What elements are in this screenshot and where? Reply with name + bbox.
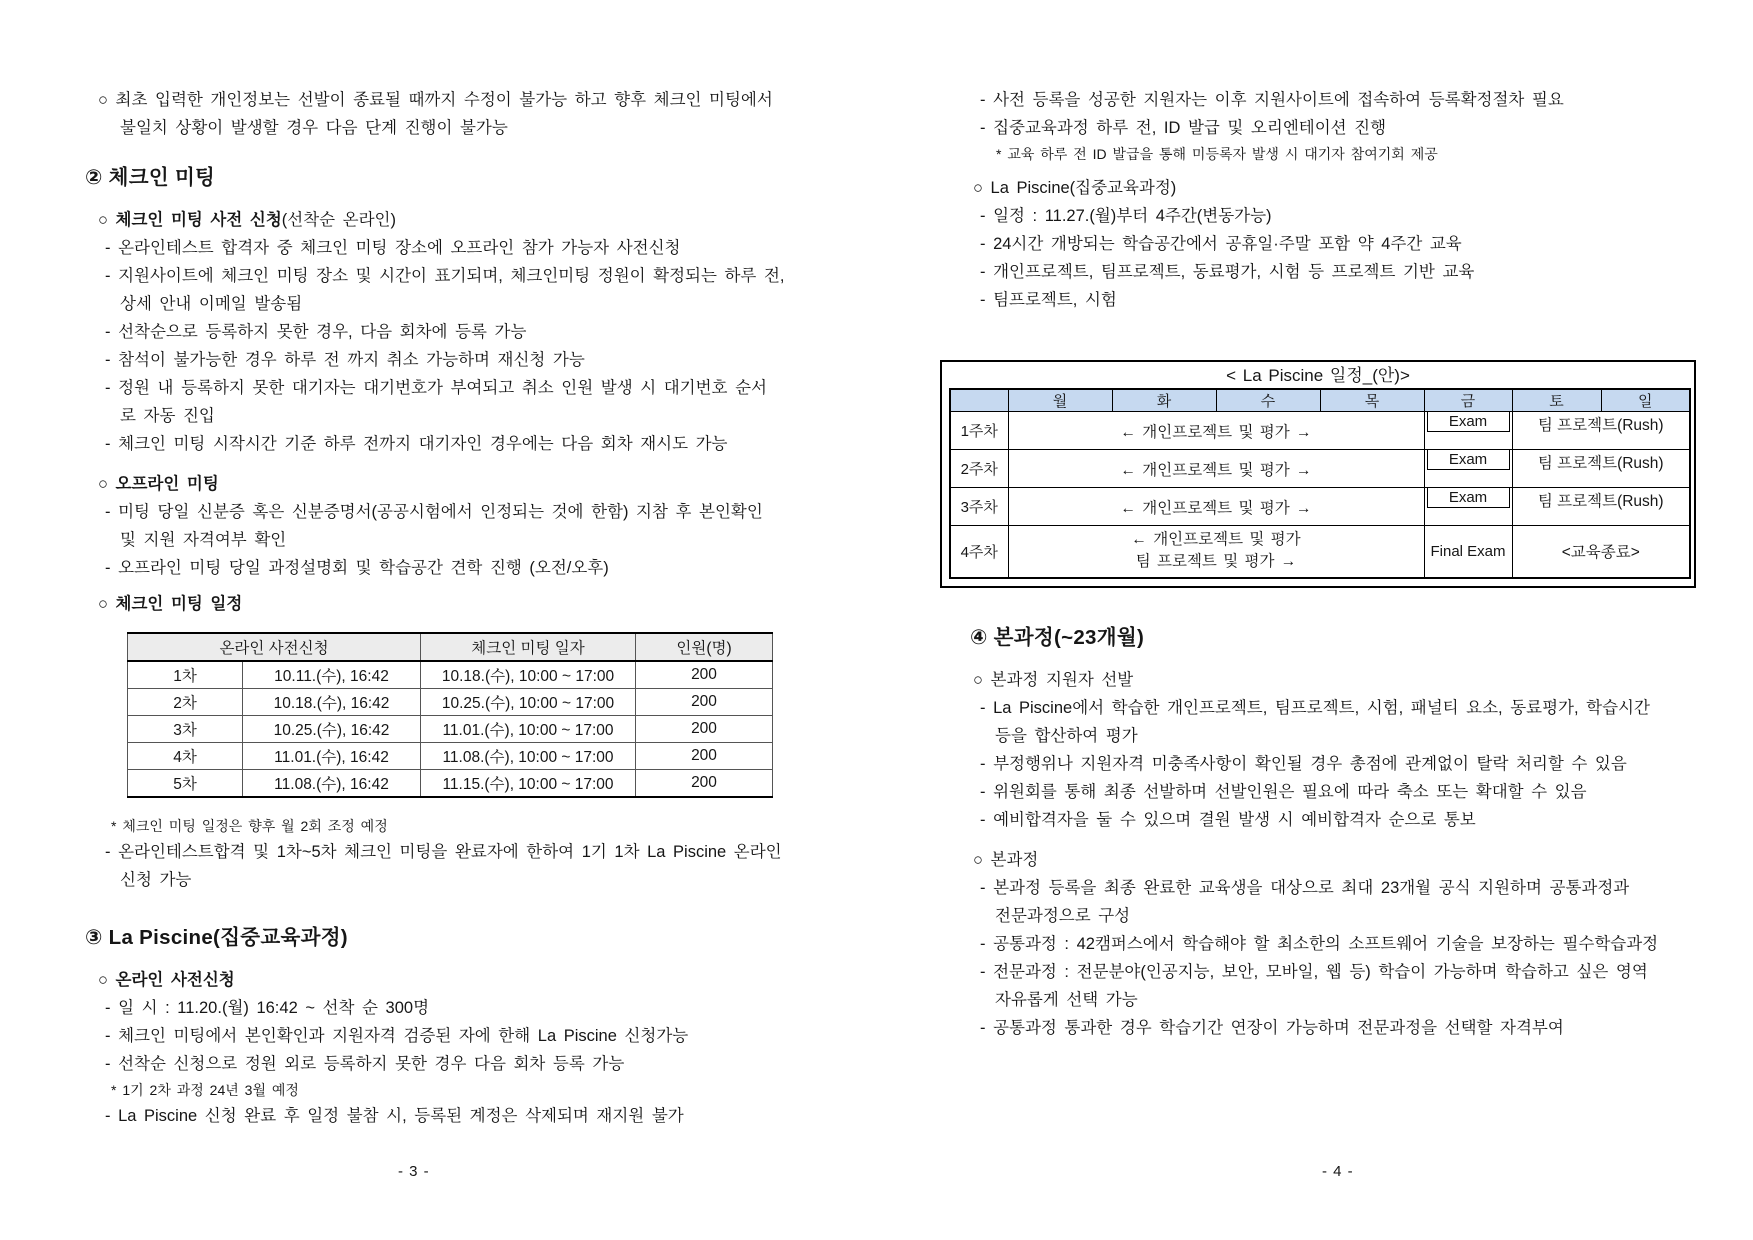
list-item: - 24시간 개방되는 학습공간에서 공휴일·주말 포함 약 4주간 교육: [980, 235, 1462, 253]
weekend-cell: 팀 프로젝트(Rush): [1512, 412, 1690, 450]
day-header-sun: 일: [1601, 389, 1690, 412]
table-cell-count: 200: [636, 770, 773, 798]
list-item: - 본과정 등록을 최종 완료한 교육생을 대상으로 최대 23개월 공식 지원하며 공통과정과: [980, 878, 1630, 897]
table-cell-round: 1차: [128, 661, 243, 689]
list-item: - 부정행위나 지원자격 미충족사항이 확인될 경우 총점에 관계없이 탈락 처리할 수 있음: [980, 754, 1627, 773]
table-cell-apply-time: 10.11.(수), 16:42: [243, 661, 421, 689]
final-exam-cell: Final Exam: [1424, 526, 1512, 578]
column-header-meeting-date: 체크인 미팅 일자: [421, 633, 636, 661]
list-item: - 선착순으로 등록하지 못한 경우, 다음 회차에 등록 가능: [105, 323, 527, 341]
weekend-cell: 팀 프로젝트(Rush): [1512, 488, 1690, 526]
table-cell-meeting-date: 11.01.(수), 10:00 ~ 17:00: [421, 716, 636, 743]
list-item: - 전문과정 : 전문분야(인공지능, 보안, 모바일, 웹 등) 학습이 가능하며 학습하고 싶은 영역: [980, 962, 1648, 981]
schedule-row-week4: [950, 526, 1690, 578]
subheading-main-course-selection: ○ 본과정 지원자 선발: [973, 670, 1134, 689]
list-item-cont: 신청 가능: [120, 871, 192, 889]
list-item: - 온라인테스트합격 및 1차~5차 체크인 미팅을 완료자에 한하여 1기 1차 La Piscine 온라인: [105, 843, 782, 861]
page-4: [960, 0, 1753, 1042]
week-label: 1주차: [950, 412, 1008, 450]
day-header-tue: 화: [1112, 389, 1216, 412]
weekday-activity-cell: ← 개인프로젝트 및 평가 →: [1008, 412, 1424, 450]
table-row: [128, 689, 773, 716]
section-heading-la-piscine: ③ La Piscine(집중교육과정): [85, 926, 348, 949]
schedule-row-week2: [950, 450, 1690, 488]
list-item-cont: 자유롭게 선택 가능: [995, 990, 1138, 1009]
list-item: - 집중교육과정 하루 전, ID 발급 및 오리엔테이션 진행: [980, 119, 1387, 137]
schedule-row-week1: [950, 412, 1690, 450]
list-item-cont: 전문과정으로 구성: [995, 906, 1131, 925]
day-header-wed: 수: [1216, 389, 1320, 412]
week-label: 3주차: [950, 488, 1008, 526]
list-item: - 미팅 당일 신분증 혹은 신분증명서(공공시험에서 인정되는 것에 한함) 지참 후 본인확인: [105, 503, 763, 521]
table-cell-count: 200: [636, 661, 773, 689]
table-cell-apply-time: 10.25.(수), 16:42: [243, 716, 421, 743]
weekday-activity-cell: [1008, 526, 1424, 578]
list-item: - 개인프로젝트, 팀프로젝트, 동료평가, 시험 등 프로젝트 기반 교육: [980, 263, 1475, 281]
table-cell-round: 2차: [128, 689, 243, 716]
list-item-cont: 등을 합산하여 평가: [995, 726, 1138, 745]
list-item: - 공통과정 통과한 경우 학습기간 연장이 가능하며 전문과정을 선택할 자격부여: [980, 1018, 1564, 1037]
column-header-online-preapply: 온라인 사전신청: [128, 633, 421, 661]
list-item: - 체크인 미팅에서 본인확인과 지원자격 검증된 자에 한해 La Piscine 신청가능: [105, 1027, 689, 1045]
course-end-cell: <교육종료>: [1512, 526, 1690, 578]
subheading-suffix-text: (선착순 온라인): [281, 211, 396, 229]
intro-line-cont: 불일치 상황이 발생할 경우 다음 단계 진행이 불가능: [120, 119, 508, 137]
note-line: * 교육 하루 전 ID 발급을 통해 미등록자 발생 시 대기자 참여기회 제공: [996, 146, 1438, 162]
weekday-activity-cell: ← 개인프로젝트 및 평가 →: [1008, 450, 1424, 488]
list-item: - 정원 내 등록하지 못한 대기자는 대기번호가 부여되고 취소 인원 발생 시 대기번호 순서: [105, 379, 767, 397]
list-item: - La Piscine 신청 완료 후 일정 불참 시, 등록된 계정은 삭제되며 재지원 불가: [105, 1107, 684, 1125]
subheading-bold-text: ○ 체크인 미팅 사전 신청: [98, 211, 282, 229]
page-3: [85, 0, 830, 1130]
intro-line: ○ 최초 입력한 개인정보는 선발이 종료될 때까지 수정이 불가능 하고 향후 체크인 미팅에서: [98, 91, 773, 109]
list-item: - 예비합격자을 둘 수 있으며 결원 발생 시 예비합격자 순으로 통보: [980, 810, 1476, 829]
exam-box: Exam: [1427, 488, 1510, 508]
list-item: - 일정 : 11.27.(월)부터 4주간(변동가능): [980, 207, 1272, 225]
table-cell-meeting-date: 11.15.(수), 10:00 ~ 17:00: [421, 770, 636, 798]
table-cell-count: 200: [636, 743, 773, 770]
subheading-la-piscine-course: ○ La Piscine(집중교육과정): [973, 179, 1177, 197]
table-row: [128, 661, 773, 689]
checkin-schedule-table: [127, 632, 773, 798]
subheading-online-preapply: ○ 온라인 사전신청: [98, 971, 235, 989]
table-cell-round: 5차: [128, 770, 243, 798]
subheading-checkin-preapply: [85, 206, 830, 234]
day-header-sat: 토: [1512, 389, 1601, 412]
section-heading-checkin-meeting: ② 체크인 미팅: [85, 166, 216, 189]
schedule-title: < La Piscine 일정_(안)>: [1226, 366, 1410, 385]
list-item: - 위원회를 통해 최종 선발하며 선발인원은 필요에 따라 축소 또는 확대할 수 있음: [980, 782, 1587, 801]
week-label: 2주차: [950, 450, 1008, 488]
table-cell-meeting-date: 10.25.(수), 10:00 ~ 17:00: [421, 689, 636, 716]
corner-cell: [950, 389, 1008, 412]
table-row: [128, 716, 773, 743]
exam-box: Exam: [1427, 450, 1510, 470]
list-item: - La Piscine에서 학습한 개인프로젝트, 팀프로젝트, 시험, 패널티 요소, 동료평가, 학습시간: [980, 698, 1650, 717]
activity-line-2: 팀 프로젝트 및 평가 →: [1135, 553, 1297, 571]
table-cell-apply-time: 10.18.(수), 16:42: [243, 689, 421, 716]
schedule-row-week3: [950, 488, 1690, 526]
subheading-offline-meeting: ○ 오프라인 미팅: [98, 475, 219, 493]
day-header-fri: 금: [1424, 389, 1512, 412]
friday-cell: [1424, 450, 1512, 488]
list-item-cont: 및 지원 자격여부 확인: [120, 531, 287, 549]
list-item: - 공통과정 : 42캠퍼스에서 학습해야 할 최소한의 소프트웨어 기술을 보장하는 필수학습과정: [980, 934, 1659, 953]
schedule-header-row: [950, 389, 1690, 412]
piscine-schedule-table: [949, 388, 1691, 579]
table-cell-apply-time: 11.01.(수), 16:42: [243, 743, 421, 770]
table-cell-meeting-date: 10.18.(수), 10:00 ~ 17:00: [421, 661, 636, 689]
piscine-schedule-box: [940, 360, 1696, 588]
week-label: 4주차: [950, 526, 1008, 578]
page-number-3: - 3 -: [398, 1163, 430, 1180]
friday-cell: [1424, 488, 1512, 526]
column-header-headcount: 인원(명): [636, 633, 773, 661]
table-row: [128, 743, 773, 770]
list-item: - 팀프로젝트, 시험: [980, 291, 1117, 309]
table-cell-round: 4차: [128, 743, 243, 770]
page-number-4: - 4 -: [1322, 1163, 1354, 1180]
table-cell-count: 200: [636, 689, 773, 716]
weekday-activity-cell: ← 개인프로젝트 및 평가 →: [1008, 488, 1424, 526]
day-header-mon: 월: [1008, 389, 1112, 412]
subheading-main-course: ○ 본과정: [973, 850, 1039, 869]
list-item-cont: 로 자동 진입: [120, 407, 215, 425]
list-item: - 일 시 : 11.20.(월) 16:42 ~ 선착 순 300명: [105, 999, 430, 1017]
list-item: - 지원사이트에 체크인 미팅 장소 및 시간이 표기되며, 체크인미팅 정원이 확정되는 하루 전,: [105, 267, 785, 285]
list-item: - 사전 등록을 성공한 지원자는 이후 지원사이트에 접속하여 등록확정절차 필요: [980, 91, 1564, 109]
section-heading-main-course: ④ 본과정(~23개월): [970, 625, 1145, 649]
note-line: * 1기 2차 과정 24년 3월 예정: [111, 1082, 299, 1098]
table-row: [128, 770, 773, 798]
table-cell-count: 200: [636, 716, 773, 743]
note-line: * 체크인 미팅 일정은 향후 월 2회 조정 예정: [111, 818, 388, 834]
list-item-cont: 상세 안내 이메일 발송됨: [120, 295, 303, 313]
exam-box: Exam: [1427, 412, 1510, 432]
activity-line-1: ← 개인프로젝트 및 평가: [1131, 531, 1301, 549]
table-header-row: [128, 633, 773, 661]
weekend-cell: 팀 프로젝트(Rush): [1512, 450, 1690, 488]
table-cell-apply-time: 11.08.(수), 16:42: [243, 770, 421, 798]
day-header-thu: 목: [1320, 389, 1424, 412]
list-item: - 참석이 불가능한 경우 하루 전 까지 취소 가능하며 재신청 가능: [105, 351, 585, 369]
list-item: - 체크인 미팅 시작시간 기준 하루 전까지 대기자인 경우에는 다음 회차 재시도 가능: [105, 435, 728, 453]
friday-cell: [1424, 412, 1512, 450]
list-item: - 선착순 신청으로 정원 외로 등록하지 못한 경우 다음 회차 등록 가능: [105, 1055, 625, 1073]
table-cell-round: 3차: [128, 716, 243, 743]
list-item: - 온라인테스트 합격자 중 체크인 미팅 장소에 오프라인 참가 가능자 사전신청: [105, 239, 681, 257]
subheading-checkin-schedule: ○ 체크인 미팅 일정: [98, 595, 243, 613]
list-item: - 오프라인 미팅 당일 과정설명회 및 학습공간 견학 진행 (오전/오후): [105, 559, 609, 577]
table-cell-meeting-date: 11.08.(수), 10:00 ~ 17:00: [421, 743, 636, 770]
